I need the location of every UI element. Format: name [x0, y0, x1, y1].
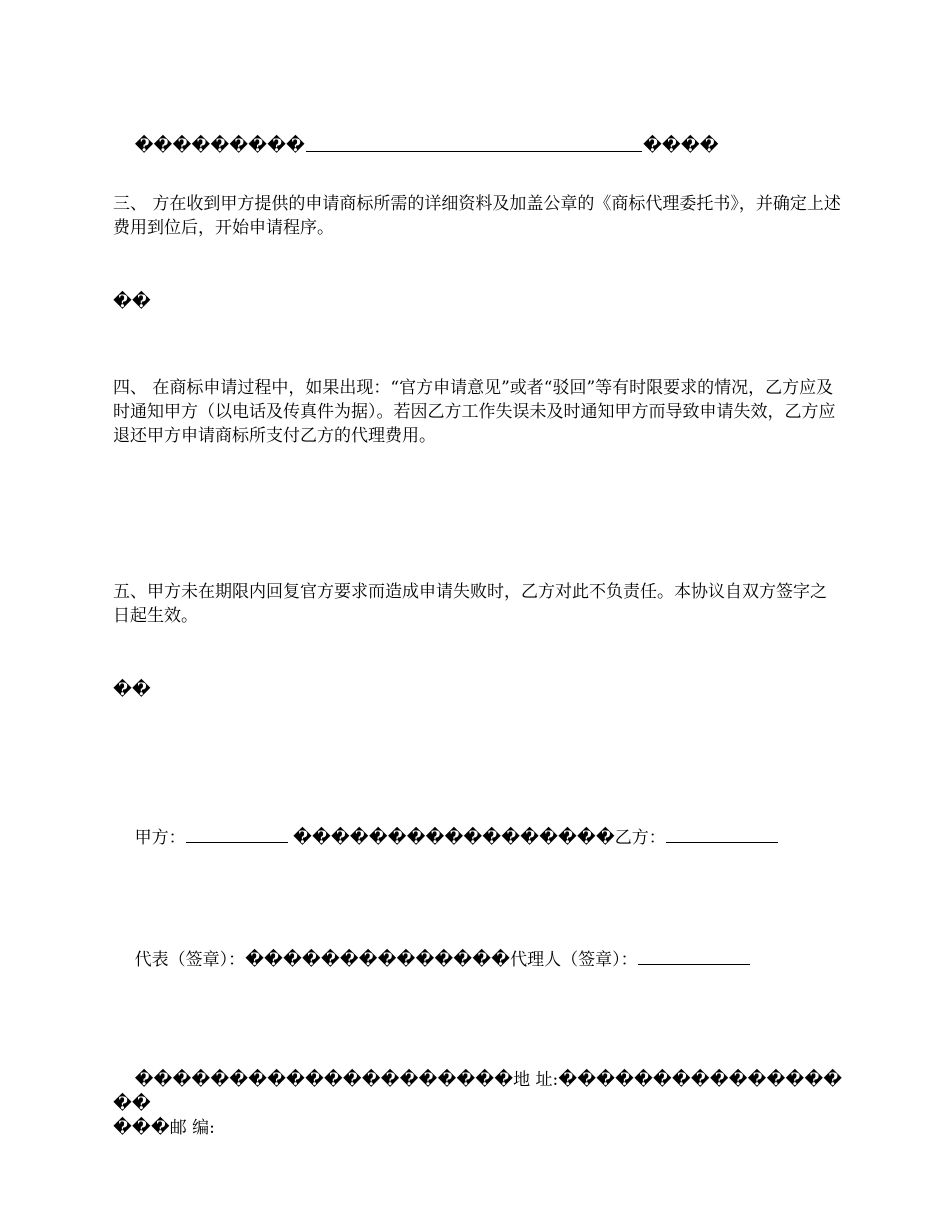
garbled-mark: ��: [113, 292, 151, 312]
party-signature-line: [113, 802, 843, 874]
zip-label: 邮 编:: [169, 1118, 215, 1138]
clause-3: 三、 方在收到甲方提供的申请商标所需的详细资料及加盖公章的《商标代理委托书》，并确定上述费用到位后，开始申请程序。: [113, 194, 841, 238]
garbled-text: �����������������: [113, 1070, 843, 1114]
clause-4: 四、 在商标申请过程中，如果出现：“官方申请意见”或者“驳回”等有时限要求的情况，乙方应及时通知甲方（以电话及传真件为据）。若因乙方工作失误未及时通知甲方而导致申请失效，乙方应退还甲方申请商标所支付乙方的代理费用。: [113, 378, 836, 446]
garbled-text: ��������������: [245, 950, 511, 970]
party-b-label: 乙方：: [614, 828, 666, 848]
garbled-text: ����: [642, 136, 719, 156]
party-a-blank: [186, 828, 288, 843]
horizontal-rule: [306, 141, 642, 152]
party-a-label: 甲方：: [134, 828, 186, 848]
garbled-text: �����������������: [293, 828, 615, 848]
agent-label: 代理人（签章）：: [510, 950, 638, 970]
address-line: [113, 1044, 843, 1164]
garbled-text: ���������: [134, 136, 305, 156]
agent-blank: [638, 950, 750, 965]
garbled-mark: ��: [113, 680, 151, 700]
party-b-blank: [666, 828, 778, 843]
top-signature-line: [113, 110, 843, 182]
clause-5: 五、甲方未在期限内回复官方要求而造成申请失败时，乙方对此不负责任。本协议自双方签字之日起生效。: [113, 582, 827, 626]
garbled-text: ��������������������: [134, 1070, 514, 1090]
garbled-text: ���: [113, 1118, 170, 1138]
representative-label: 代表（签章）：: [134, 950, 246, 970]
representative-signature-line: [113, 924, 843, 996]
address-label: 地 址:: [513, 1070, 559, 1090]
